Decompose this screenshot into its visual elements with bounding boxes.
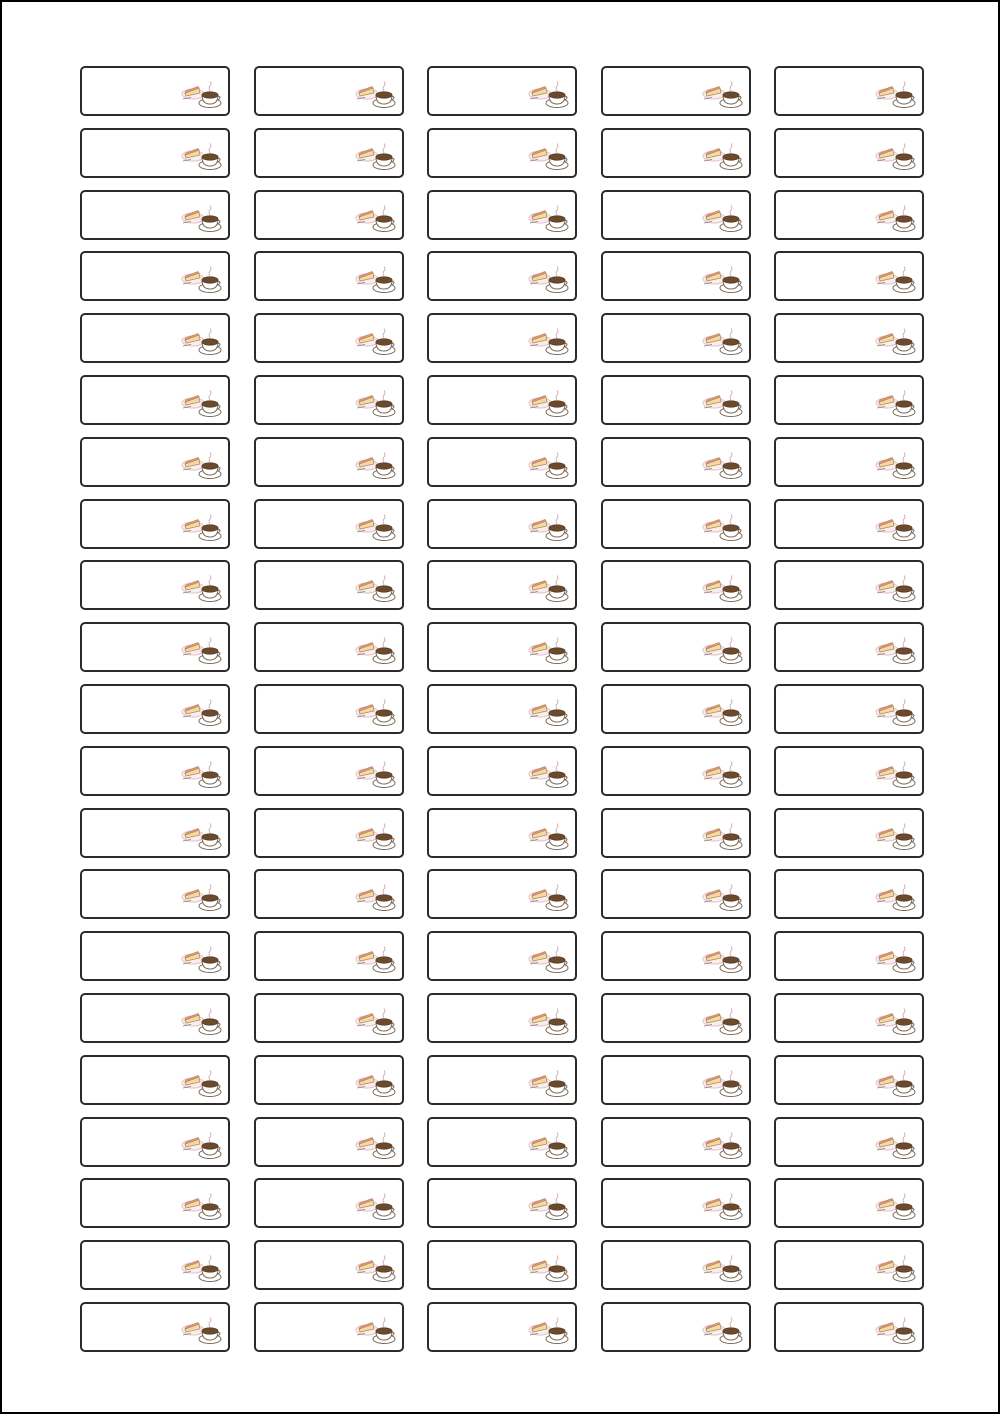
label-r10-c3[interactable] bbox=[427, 622, 577, 672]
cake-and-coffee-icon bbox=[355, 760, 397, 790]
label-r17-c2[interactable] bbox=[254, 1055, 404, 1105]
cake-and-coffee-icon bbox=[181, 1316, 223, 1346]
cake-and-coffee-icon bbox=[528, 883, 570, 913]
cake-and-coffee-icon bbox=[875, 142, 917, 172]
cake-and-coffee-icon bbox=[355, 1131, 397, 1161]
label-r16-c2[interactable] bbox=[254, 993, 404, 1043]
label-r21-c2[interactable] bbox=[254, 1302, 404, 1352]
label-r6-c4[interactable] bbox=[601, 375, 751, 425]
label-r18-c2[interactable] bbox=[254, 1117, 404, 1167]
label-r7-c3[interactable] bbox=[427, 437, 577, 487]
cake-and-coffee-icon bbox=[528, 513, 570, 543]
label-r9-c1[interactable] bbox=[80, 560, 230, 610]
cake-and-coffee-icon bbox=[181, 327, 223, 357]
label-r15-c1[interactable] bbox=[80, 931, 230, 981]
cake-and-coffee-icon bbox=[355, 1254, 397, 1284]
cake-and-coffee-icon bbox=[702, 636, 744, 666]
label-r18-c3[interactable] bbox=[427, 1117, 577, 1167]
label-r15-c5[interactable] bbox=[774, 931, 924, 981]
cake-and-coffee-icon bbox=[355, 822, 397, 852]
label-r13-c3[interactable] bbox=[427, 808, 577, 858]
label-r1-c5[interactable] bbox=[774, 66, 924, 116]
cake-and-coffee-icon bbox=[702, 204, 744, 234]
cake-and-coffee-icon bbox=[875, 513, 917, 543]
cake-and-coffee-icon bbox=[181, 1192, 223, 1222]
label-r21-c4[interactable] bbox=[601, 1302, 751, 1352]
cake-and-coffee-icon bbox=[702, 1131, 744, 1161]
cake-and-coffee-icon bbox=[181, 1007, 223, 1037]
cake-and-coffee-icon bbox=[875, 1131, 917, 1161]
cake-and-coffee-icon bbox=[528, 451, 570, 481]
label-r20-c3[interactable] bbox=[427, 1240, 577, 1290]
cake-and-coffee-icon bbox=[702, 513, 744, 543]
cake-and-coffee-icon bbox=[181, 1254, 223, 1284]
cake-and-coffee-icon bbox=[355, 80, 397, 110]
cake-and-coffee-icon bbox=[528, 265, 570, 295]
cake-and-coffee-icon bbox=[875, 451, 917, 481]
cake-and-coffee-icon bbox=[702, 945, 744, 975]
label-r20-c5[interactable] bbox=[774, 1240, 924, 1290]
cake-and-coffee-icon bbox=[181, 1131, 223, 1161]
label-r16-c3[interactable] bbox=[427, 993, 577, 1043]
label-r17-c3[interactable] bbox=[427, 1055, 577, 1105]
label-r18-c1[interactable] bbox=[80, 1117, 230, 1167]
label-r8-c5[interactable] bbox=[774, 499, 924, 549]
cake-and-coffee-icon bbox=[355, 1192, 397, 1222]
label-r7-c2[interactable] bbox=[254, 437, 404, 487]
label-r4-c2[interactable] bbox=[254, 251, 404, 301]
cake-and-coffee-icon bbox=[875, 265, 917, 295]
cake-and-coffee-icon bbox=[702, 80, 744, 110]
cake-and-coffee-icon bbox=[875, 945, 917, 975]
label-r4-c1[interactable] bbox=[80, 251, 230, 301]
label-r10-c1[interactable] bbox=[80, 622, 230, 672]
cake-and-coffee-icon bbox=[875, 883, 917, 913]
cake-and-coffee-icon bbox=[181, 451, 223, 481]
label-r9-c2[interactable] bbox=[254, 560, 404, 610]
label-r20-c2[interactable] bbox=[254, 1240, 404, 1290]
cake-and-coffee-icon bbox=[702, 265, 744, 295]
label-r3-c4[interactable] bbox=[601, 190, 751, 240]
cake-and-coffee-icon bbox=[528, 574, 570, 604]
cake-and-coffee-icon bbox=[355, 636, 397, 666]
label-r13-c2[interactable] bbox=[254, 808, 404, 858]
label-r12-c5[interactable] bbox=[774, 746, 924, 796]
label-r12-c4[interactable] bbox=[601, 746, 751, 796]
cake-and-coffee-icon bbox=[528, 1254, 570, 1284]
label-r11-c1[interactable] bbox=[80, 684, 230, 734]
cake-and-coffee-icon bbox=[355, 1069, 397, 1099]
cake-and-coffee-icon bbox=[181, 389, 223, 419]
cake-and-coffee-icon bbox=[181, 698, 223, 728]
cake-and-coffee-icon bbox=[355, 451, 397, 481]
label-r1-c2[interactable] bbox=[254, 66, 404, 116]
label-r3-c3[interactable] bbox=[427, 190, 577, 240]
cake-and-coffee-icon bbox=[875, 1069, 917, 1099]
label-r1-c1[interactable] bbox=[80, 66, 230, 116]
label-r21-c1[interactable] bbox=[80, 1302, 230, 1352]
cake-and-coffee-icon bbox=[702, 1007, 744, 1037]
cake-and-coffee-icon bbox=[702, 327, 744, 357]
label-r1-c3[interactable] bbox=[427, 66, 577, 116]
label-r8-c2[interactable] bbox=[254, 499, 404, 549]
cake-and-coffee-icon bbox=[702, 142, 744, 172]
label-r10-c2[interactable] bbox=[254, 622, 404, 672]
cake-and-coffee-icon bbox=[702, 574, 744, 604]
cake-and-coffee-icon bbox=[181, 822, 223, 852]
cake-and-coffee-icon bbox=[355, 945, 397, 975]
label-r11-c3[interactable] bbox=[427, 684, 577, 734]
cake-and-coffee-icon bbox=[355, 265, 397, 295]
cake-and-coffee-icon bbox=[528, 204, 570, 234]
cake-and-coffee-icon bbox=[528, 389, 570, 419]
label-r17-c4[interactable] bbox=[601, 1055, 751, 1105]
cake-and-coffee-icon bbox=[181, 265, 223, 295]
label-r17-c5[interactable] bbox=[774, 1055, 924, 1105]
label-r19-c4[interactable] bbox=[601, 1178, 751, 1228]
label-r5-c5[interactable] bbox=[774, 313, 924, 363]
label-r11-c2[interactable] bbox=[254, 684, 404, 734]
label-r3-c2[interactable] bbox=[254, 190, 404, 240]
label-r8-c3[interactable] bbox=[427, 499, 577, 549]
cake-and-coffee-icon bbox=[875, 1007, 917, 1037]
label-r11-c4[interactable] bbox=[601, 684, 751, 734]
cake-and-coffee-icon bbox=[702, 451, 744, 481]
label-r18-c4[interactable] bbox=[601, 1117, 751, 1167]
label-r8-c4[interactable] bbox=[601, 499, 751, 549]
cake-and-coffee-icon bbox=[355, 327, 397, 357]
cake-and-coffee-icon bbox=[702, 698, 744, 728]
label-r7-c1[interactable] bbox=[80, 437, 230, 487]
label-r5-c4[interactable] bbox=[601, 313, 751, 363]
cake-and-coffee-icon bbox=[875, 80, 917, 110]
label-r7-c4[interactable] bbox=[601, 437, 751, 487]
label-r19-c2[interactable] bbox=[254, 1178, 404, 1228]
cake-and-coffee-icon bbox=[702, 760, 744, 790]
label-r6-c2[interactable] bbox=[254, 375, 404, 425]
label-r12-c1[interactable] bbox=[80, 746, 230, 796]
label-r15-c4[interactable] bbox=[601, 931, 751, 981]
cake-and-coffee-icon bbox=[702, 1316, 744, 1346]
label-r3-c1[interactable] bbox=[80, 190, 230, 240]
cake-and-coffee-icon bbox=[528, 1316, 570, 1346]
cake-and-coffee-icon bbox=[181, 574, 223, 604]
cake-and-coffee-icon bbox=[528, 80, 570, 110]
label-r2-c3[interactable] bbox=[427, 128, 577, 178]
label-r13-c1[interactable] bbox=[80, 808, 230, 858]
label-r9-c3[interactable] bbox=[427, 560, 577, 610]
cake-and-coffee-icon bbox=[875, 698, 917, 728]
cake-and-coffee-icon bbox=[528, 636, 570, 666]
label-r21-c5[interactable] bbox=[774, 1302, 924, 1352]
cake-and-coffee-icon bbox=[702, 822, 744, 852]
cake-and-coffee-icon bbox=[181, 1069, 223, 1099]
cake-and-coffee-icon bbox=[875, 636, 917, 666]
label-r12-c2[interactable] bbox=[254, 746, 404, 796]
cake-and-coffee-icon bbox=[528, 327, 570, 357]
label-r6-c1[interactable] bbox=[80, 375, 230, 425]
label-r9-c4[interactable] bbox=[601, 560, 751, 610]
cake-and-coffee-icon bbox=[181, 945, 223, 975]
cake-and-coffee-icon bbox=[181, 142, 223, 172]
label-r5-c3[interactable] bbox=[427, 313, 577, 363]
label-r19-c1[interactable] bbox=[80, 1178, 230, 1228]
cake-and-coffee-icon bbox=[702, 1069, 744, 1099]
label-r2-c1[interactable] bbox=[80, 128, 230, 178]
cake-and-coffee-icon bbox=[355, 1316, 397, 1346]
label-r14-c2[interactable] bbox=[254, 869, 404, 919]
label-r17-c1[interactable] bbox=[80, 1055, 230, 1105]
label-grid bbox=[80, 66, 924, 1352]
cake-and-coffee-icon bbox=[875, 760, 917, 790]
cake-and-coffee-icon bbox=[355, 698, 397, 728]
label-r4-c4[interactable] bbox=[601, 251, 751, 301]
cake-and-coffee-icon bbox=[875, 1316, 917, 1346]
label-r4-c5[interactable] bbox=[774, 251, 924, 301]
label-r20-c1[interactable] bbox=[80, 1240, 230, 1290]
label-r1-c4[interactable] bbox=[601, 66, 751, 116]
cake-and-coffee-icon bbox=[875, 822, 917, 852]
cake-and-coffee-icon bbox=[528, 1069, 570, 1099]
cake-and-coffee-icon bbox=[355, 389, 397, 419]
label-r3-c5[interactable] bbox=[774, 190, 924, 240]
label-r14-c4[interactable] bbox=[601, 869, 751, 919]
cake-and-coffee-icon bbox=[875, 1254, 917, 1284]
cake-and-coffee-icon bbox=[702, 1192, 744, 1222]
cake-and-coffee-icon bbox=[528, 698, 570, 728]
label-r10-c4[interactable] bbox=[601, 622, 751, 672]
label-r13-c5[interactable] bbox=[774, 808, 924, 858]
cake-and-coffee-icon bbox=[528, 1007, 570, 1037]
cake-and-coffee-icon bbox=[355, 204, 397, 234]
label-r9-c5[interactable] bbox=[774, 560, 924, 610]
cake-and-coffee-icon bbox=[181, 760, 223, 790]
cake-and-coffee-icon bbox=[528, 822, 570, 852]
label-r2-c5[interactable] bbox=[774, 128, 924, 178]
cake-and-coffee-icon bbox=[181, 636, 223, 666]
label-r11-c5[interactable] bbox=[774, 684, 924, 734]
cake-and-coffee-icon bbox=[181, 513, 223, 543]
cake-and-coffee-icon bbox=[702, 883, 744, 913]
label-r21-c3[interactable] bbox=[427, 1302, 577, 1352]
label-r6-c3[interactable] bbox=[427, 375, 577, 425]
label-r19-c3[interactable] bbox=[427, 1178, 577, 1228]
cake-and-coffee-icon bbox=[355, 1007, 397, 1037]
cake-and-coffee-icon bbox=[528, 1131, 570, 1161]
cake-and-coffee-icon bbox=[875, 204, 917, 234]
label-r19-c5[interactable] bbox=[774, 1178, 924, 1228]
label-r7-c5[interactable] bbox=[774, 437, 924, 487]
label-r14-c1[interactable] bbox=[80, 869, 230, 919]
cake-and-coffee-icon bbox=[528, 760, 570, 790]
cake-and-coffee-icon bbox=[355, 574, 397, 604]
cake-and-coffee-icon bbox=[528, 945, 570, 975]
label-r16-c1[interactable] bbox=[80, 993, 230, 1043]
label-r8-c1[interactable] bbox=[80, 499, 230, 549]
cake-and-coffee-icon bbox=[355, 142, 397, 172]
cake-and-coffee-icon bbox=[355, 513, 397, 543]
label-r2-c2[interactable] bbox=[254, 128, 404, 178]
label-r14-c5[interactable] bbox=[774, 869, 924, 919]
cake-and-coffee-icon bbox=[528, 142, 570, 172]
label-r6-c5[interactable] bbox=[774, 375, 924, 425]
cake-and-coffee-icon bbox=[875, 389, 917, 419]
label-r18-c5[interactable] bbox=[774, 1117, 924, 1167]
label-r5-c2[interactable] bbox=[254, 313, 404, 363]
cake-and-coffee-icon bbox=[528, 1192, 570, 1222]
label-r20-c4[interactable] bbox=[601, 1240, 751, 1290]
label-r15-c3[interactable] bbox=[427, 931, 577, 981]
label-r16-c5[interactable] bbox=[774, 993, 924, 1043]
cake-and-coffee-icon bbox=[702, 389, 744, 419]
cake-and-coffee-icon bbox=[181, 883, 223, 913]
label-r10-c5[interactable] bbox=[774, 622, 924, 672]
label-r14-c3[interactable] bbox=[427, 869, 577, 919]
cake-and-coffee-icon bbox=[875, 1192, 917, 1222]
label-r16-c4[interactable] bbox=[601, 993, 751, 1043]
cake-and-coffee-icon bbox=[181, 80, 223, 110]
cake-and-coffee-icon bbox=[355, 883, 397, 913]
label-r13-c4[interactable] bbox=[601, 808, 751, 858]
label-r2-c4[interactable] bbox=[601, 128, 751, 178]
label-r4-c3[interactable] bbox=[427, 251, 577, 301]
label-r12-c3[interactable] bbox=[427, 746, 577, 796]
cake-and-coffee-icon bbox=[875, 574, 917, 604]
cake-and-coffee-icon bbox=[181, 204, 223, 234]
cake-and-coffee-icon bbox=[875, 327, 917, 357]
label-r15-c2[interactable] bbox=[254, 931, 404, 981]
label-r5-c1[interactable] bbox=[80, 313, 230, 363]
cake-and-coffee-icon bbox=[702, 1254, 744, 1284]
